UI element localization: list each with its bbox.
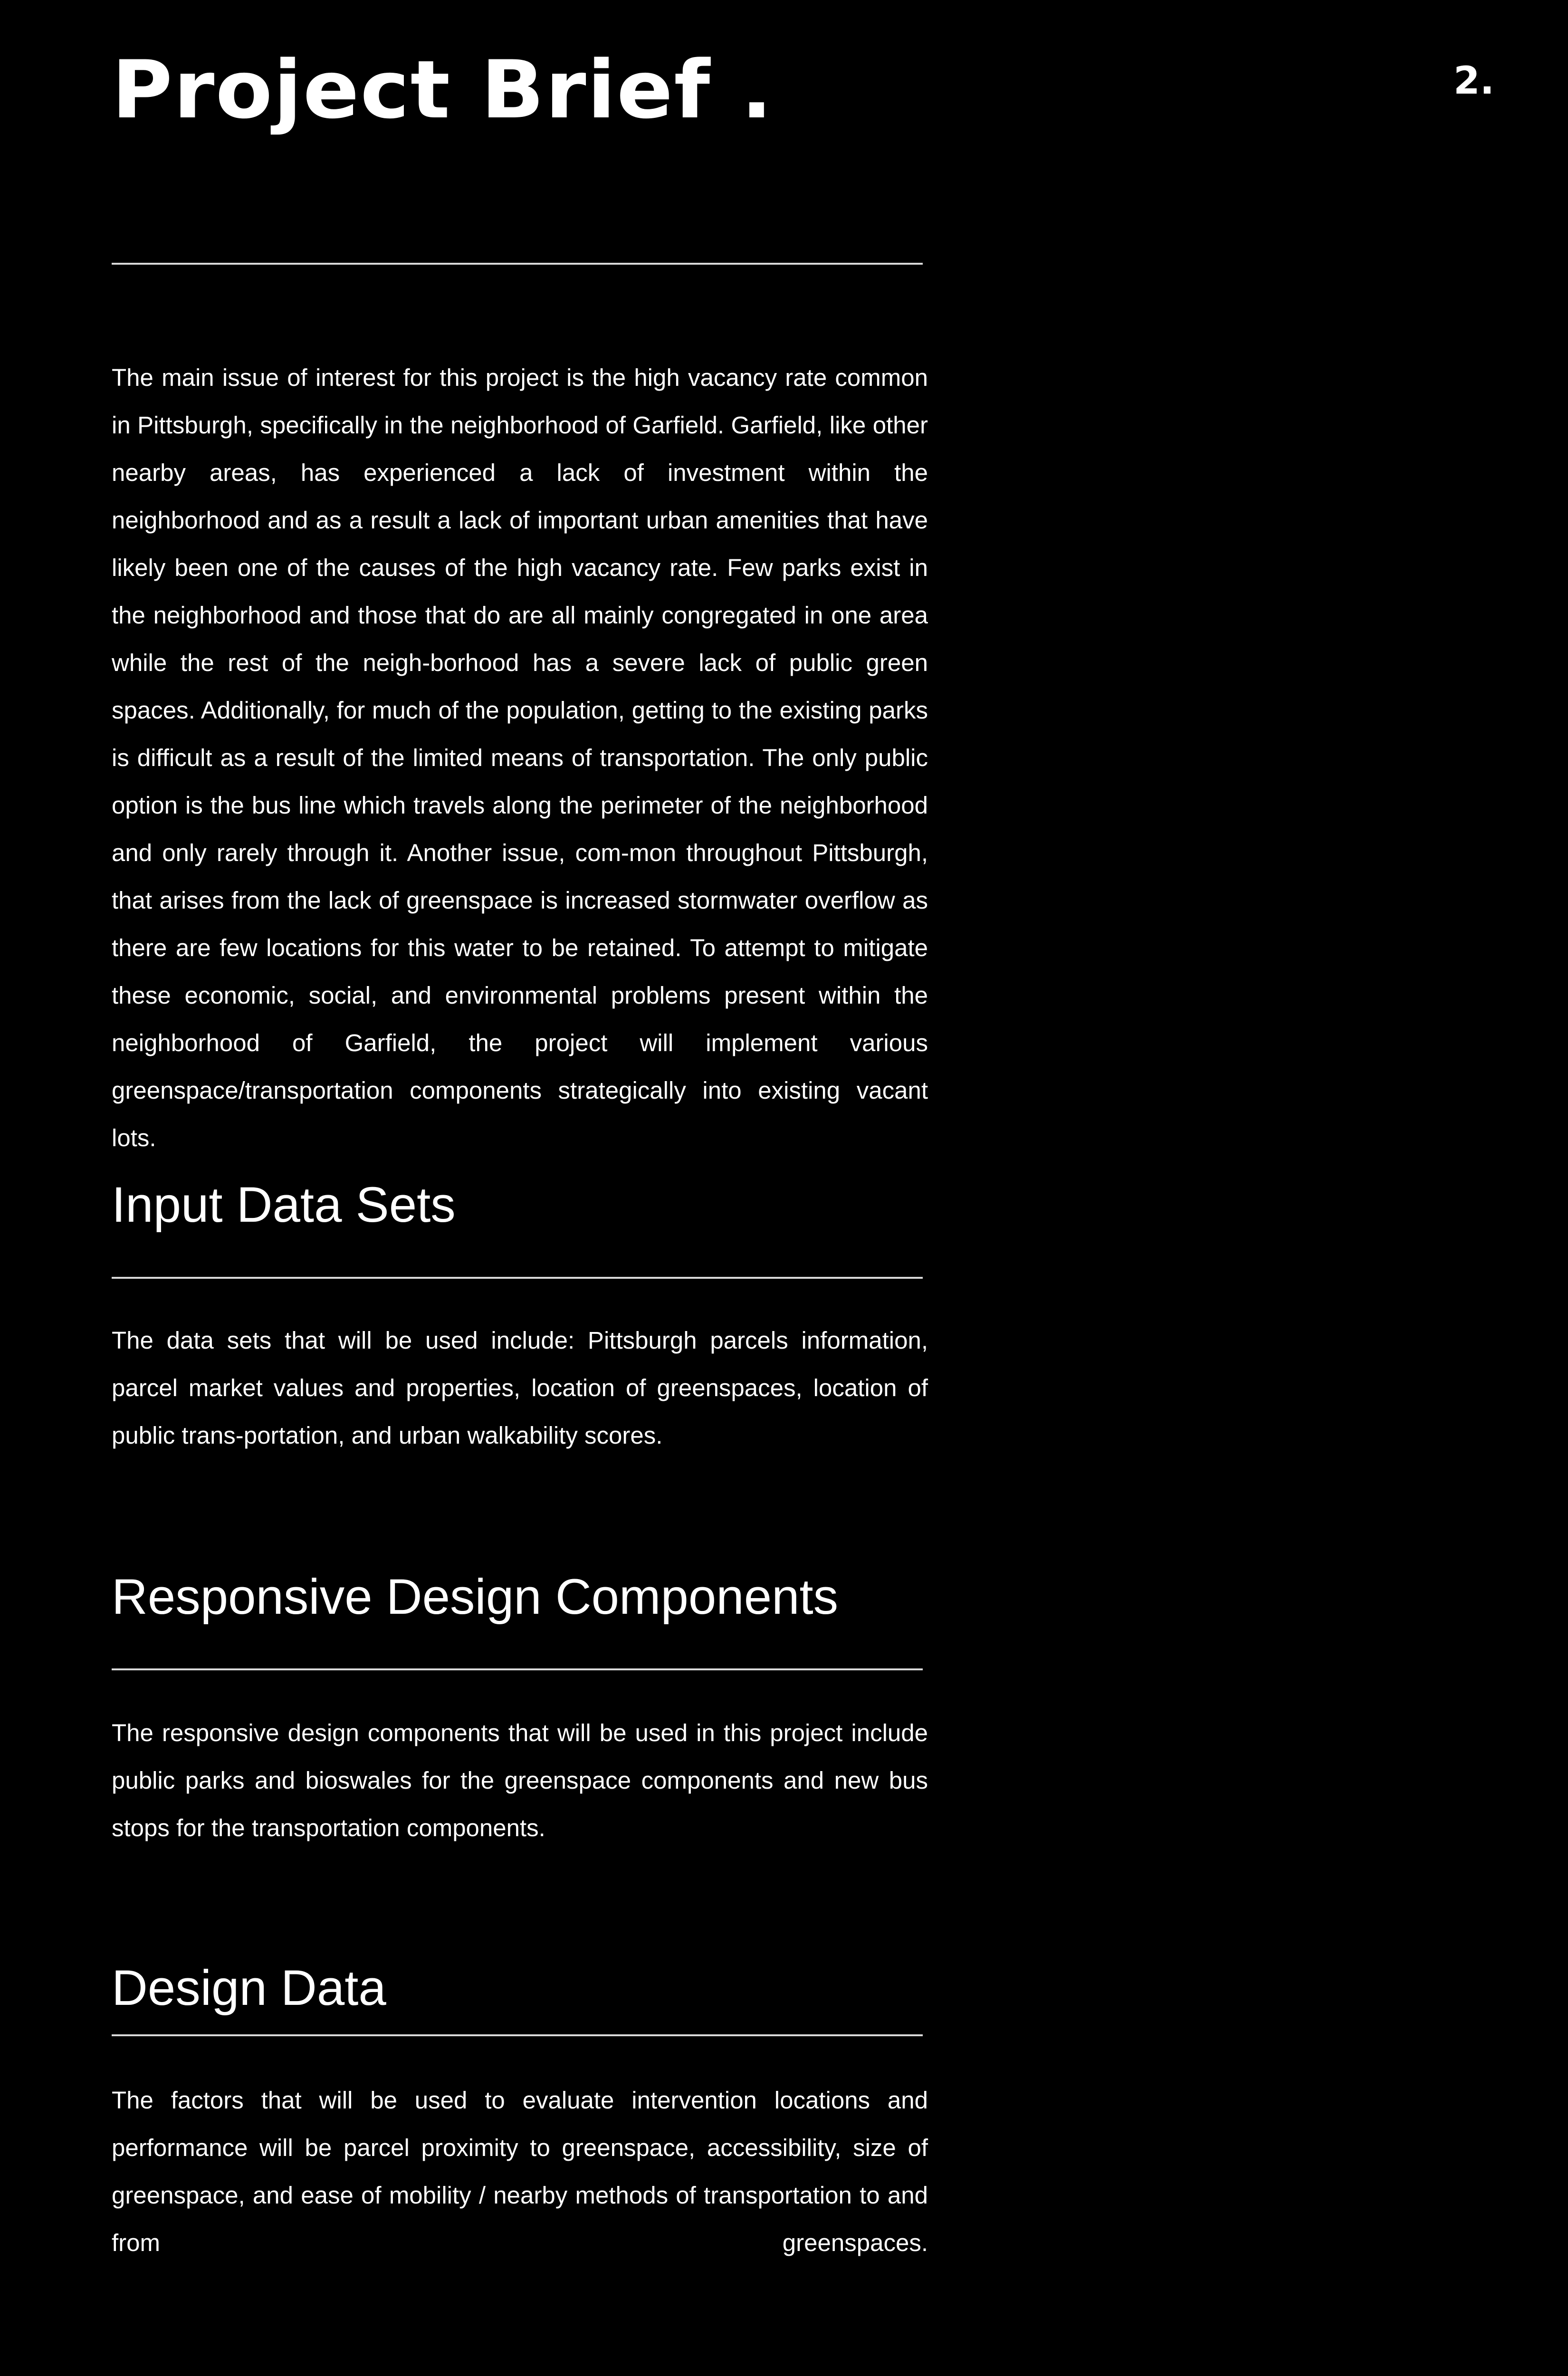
- input-data-sets-divider: [112, 1277, 923, 1279]
- responsive-design-components-heading: Responsive Design Components: [112, 1569, 839, 1625]
- page-title: Project Brief .: [112, 43, 774, 136]
- input-data-sets-heading: Input Data Sets: [112, 1177, 456, 1233]
- design-data-paragraph: The factors that will be used to evaluate intervention locations and performance will be parcel proximity to greenspace, accessibility, size of greenspace, and ease of mobility / nearby methods of transportation to and from greenspaces.: [112, 2087, 928, 2256]
- responsive-design-components-paragraph: The responsive design components that will be used in this project include public parks and bioswales for the greenspace components and new bus stops for the transportation components.: [112, 1719, 928, 1841]
- page-number: 2.: [1453, 58, 1494, 103]
- design-data-heading: Design Data: [112, 1960, 386, 2016]
- title-divider: [112, 263, 923, 265]
- design-data-divider: [112, 2034, 923, 2036]
- responsive-design-components-divider: [112, 1668, 923, 1670]
- input-data-sets-paragraph: The data sets that will be used include: Pittsburgh parcels information, parcel market values and properties, location of greenspaces, location of public trans-portation, and urban walkability scores.: [112, 1327, 928, 1449]
- intro-paragraph: The main issue of interest for this project is the high vacancy rate common in Pittsburgh, specifically in the neighborhood of Garfield. Garfield, like other nearby areas, has experienced a lack of investment within the neighborhood and as a result a lack of important urban amenities that have likely been one of the causes of the high vacancy rate. Few parks exist in the neighborhood and those that do are all mainly congregated in one area while the rest of the neigh-borhood has a severe lack of public green spaces. Additionally, for much of the population, getting to the existing parks is difficult as a result of the limited means of transportation. The only public option is the bus line which travels along the perimeter of the neighborhood and only rarely through it. Another issue, com-mon throughout Pittsburgh, that arises from the lack of greenspace is increased stormwater overflow as there are few locations for this water to be retained. To attempt to mitigate these economic, social, and environmental problems present within the neighborhood of Garfield, the project will implement various greenspace/transportation components strategically into existing vacant lots.: [112, 364, 928, 1151]
